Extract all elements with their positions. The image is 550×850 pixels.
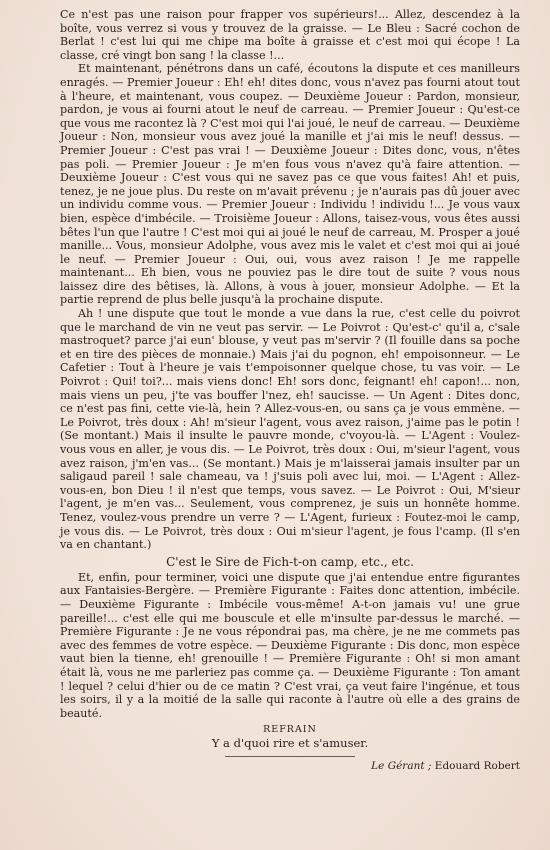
paragraph-1: Ce n'est pas une raison pour frapper vos supérieurs!... Allez, descendez à la boîte, vous verrez si vous y trouvez de la graisse. — Le Bleu : Sacré cochon de Berlat ! c'est lui qui me chipe ma boîte à graisse et c'est moi qui écope ! La classe, cré vingt bon sang ! la classe !... xyxy=(60,8,520,62)
signature-role: Le Gérant ; xyxy=(371,760,432,773)
paragraph-2: Et maintenant, pénétrons dans un café, écoutons la dispute et ces manilleurs enragés. — Premier Joueur : Eh! eh! dites donc, vous n'avez pas fourni atout tout à l'heure, et maintenant, vous coupez. — Deuxième Joueur : Pardon, monsieur, pardon, je vous ai fourni atout le neuf de carreau. — Premier Joueur : Qu'est-ce que vous me racontez là ? C'est moi qui l'ai joué, le neuf de carreau. — Deuxième Joueur : Non, monsieur vous avez joué la manille et j'ai mis le neuf! dessus. — Premier Joueur : C'est pas vrai ! — Deuxième Joueur : Dites donc, vous, n'êtes pas poli. — Premier Joueur : Je m'en fous vous n'avez qu'à faire attention. — Deuxième Joueur : C'est vous qui ne savez pas ce que vous faites! Ah! et puis, tenez, je ne joue plus. Du reste on m'avait prévenu ; je n'aurais pas dû jouer avec un individu comme vous. — Premier Joueur : Individu ! individu !... Je vous vaux bien, espèce d'imbécile. — Troisième Joueur : Allons, taisez-vous, vous êtes aussi bêtes l'un que l'autre ! C'est moi qui ai joué le neuf de carreau, M. Prosper a joué manille... Vous, monsieur Adolphe, vous avez mis le valet et c'est moi qui ai joué le neuf. — Premier Joueur : Oui, oui, vous avez raison ! Je me rappelle maintenant... Eh bien, vous ne pouviez pas le dire tout de suite ? vous nous laissez dire des bêtises, là. Allons, à vous à jouer, monsieur Adolphe. — Et la partie reprend de plus belle jusqu'à la prochaine dispute. xyxy=(60,62,520,307)
signature xyxy=(60,760,520,772)
refrain-label: REFRAIN xyxy=(263,724,317,736)
refrain-line: Y a d'quoi rire et s'amuser. xyxy=(211,736,369,751)
song-heading: C'est le Sire de Fich-t-on camp, etc., etc. xyxy=(166,554,414,569)
closing-paragraph: Et, enfin, pour terminer, voici une dispute que j'ai entendue entre figurantes aux Fantaisies-Bergère. — Première Figurante : Faites donc attention, imbécile. — Deuxième Figurante : Imbécile vous-même! A-t-on jamais vu! une grue pareille!... c'est elle qui me bouscule et elle m'insulte par-dessus le marché. — Première Figurante : Je ne vous répondrai pas, ma chère, je ne me commets pas avec des femmes de votre espèce. — Deuxième Figurante : Dis donc, mon espèce vaut bien la tienne, eh! grenouille ! — Première Figurante : Oh! si mon amant était là, vous ne me parleriez pas comme ça. — Deuxième Figurante : Ton amant ! lequel ? celui d'hier ou de ce matin ? C'est vrai, ça veut faire l'ingénue, et tous les soirs, il y a la moitié de la salle qui raconte à l'autre où elle a des grains de beauté. xyxy=(60,570,520,720)
paragraph-3: Ah ! une dispute que tout le monde a vue dans la rue, c'est celle du poivrot que le marchand de vin ne veut pas servir. — Le Poivrot : Qu'est-c' qu'il a, c'sale mastroquet? parce j'ai eun' blouse, y veut pas m'servir ? (Il fouille dans sa poche et en tire des pièces de monnaie.) Mais j'ai du pognon, eh! empoisonneur. — Le Cafetier : Tout à l'heure je vais t'empoisonner quelque chose, tu vas voir. — Le Poivrot : Qui! toi?... mais viens donc! Eh! sors donc, feignant! eh! capon!... non, mais viens un peu, j'te vas bouffer l'nez, eh! saucisse. — Un Agent : Dites donc, ce n'est pas fini, cette vie-là, hein ? Allez-vous-en, ou sans ça je vous emmène. — Le Poivrot, très doux : Ah! m'sieur l'agent, vous avez raison, j'aime pas le potin ! (Se montant.) Mais il insulte le pauvre monde, c'voyou-là. — L'Agent : Voulez-vous vous en aller, je vous dis. — Le Poivrot, très doux : Oui, m'sieur l'agent, vous avez raison, j'm'en vas... (Se montant.) Mais je m'laisserai jamais insulter par un saligaud pareil ! sale chameau, va ! j'suis poli avec lui, moi. — L'Agent : Allez-vous-en, bon Dieu ! il n'est que temps, vous savez. — Le Poivrot : Oui, M'sieur l'agent, je m'en vas... Seulement, vous comprenez, je suis un honnête homme. Tenez, voulez-vous prendre un verre ? — L'Agent, furieux : Foutez-moi le camp, je vous dis. — Le Poivrot, très doux : Oui m'sieur l'agent, je fous l'camp. (Il s'en va en chantant.) xyxy=(60,307,520,552)
divider xyxy=(225,756,355,757)
signature-name: Edouard Robert xyxy=(434,760,520,773)
